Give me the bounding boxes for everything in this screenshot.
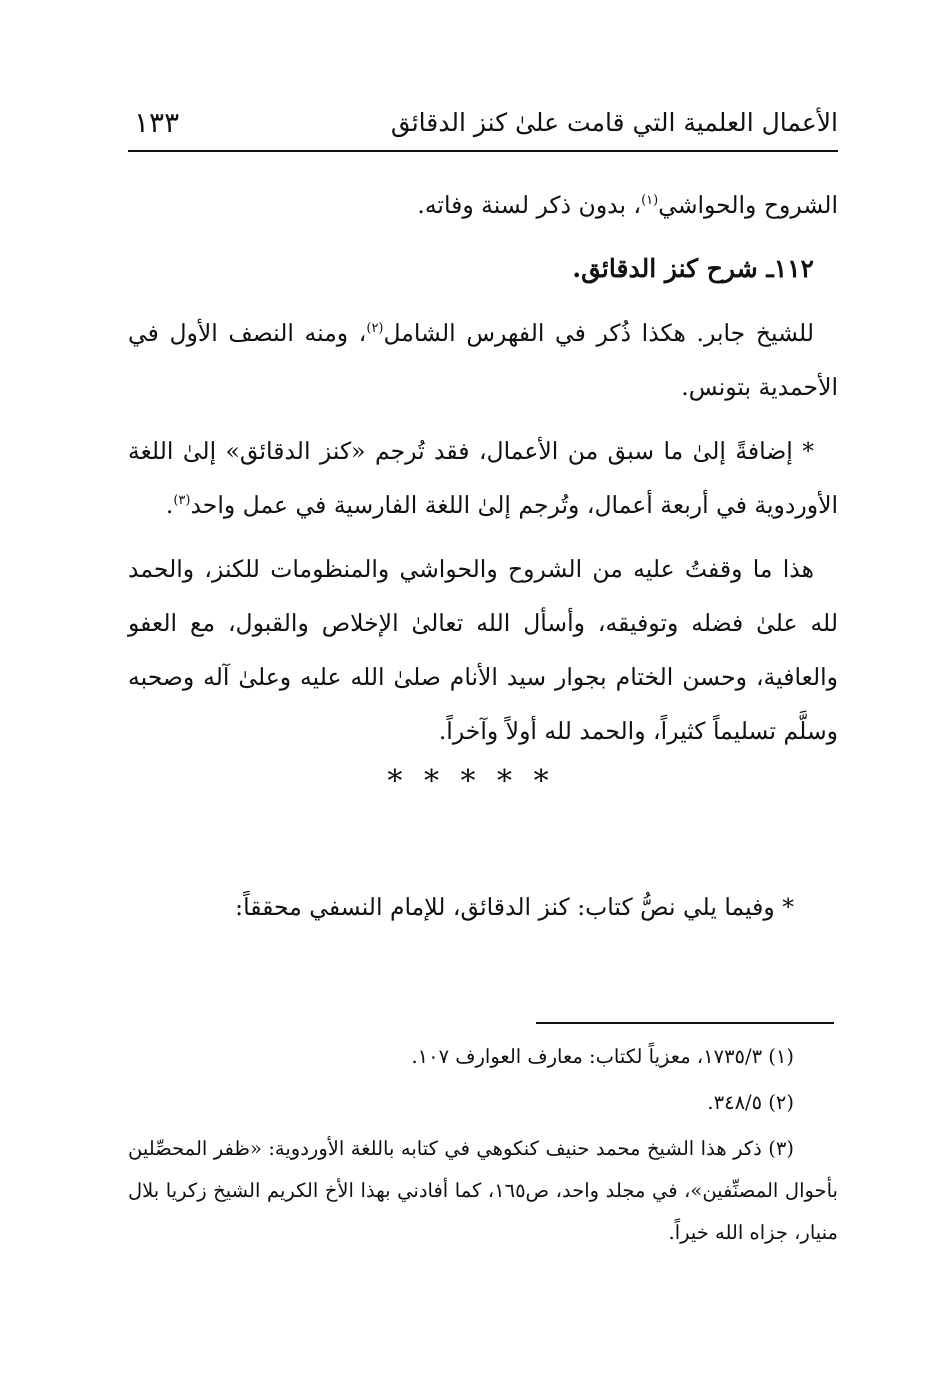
running-header	[128, 102, 838, 152]
paragraph-4: هذا ما وقفتُ عليه من الشروح والحواشي والمنظومات للكنز، والحمد لله علىٰ فضله وتوفيقه، وأسأل الله تعالىٰ الإخلاص والقبول، مع العفو والعافية، وحسن الختام بجوار سيد الأنام صلىٰ الله عليه وعلىٰ آله وصحبه وسلَّم تسليماً كثيراً، والحمد لله أولاً وآخراً.	[128, 555, 838, 745]
paragraph-3	[128, 424, 838, 532]
footnote-divider	[536, 1022, 834, 1024]
footnotes	[128, 1036, 838, 1258]
footnote-ref-2: (٢)	[366, 321, 384, 337]
paragraph-1-tail: ، بدون ذكر لسنة وفاته.	[417, 191, 642, 219]
entry-heading: ١١٢ـ شرح كنز الدقائق.	[572, 254, 814, 283]
footnote-2: (٢) ٣٤٨/٥.	[707, 1091, 794, 1114]
footnote-ref-1: (١)	[641, 193, 659, 209]
footnote-ref-3: (٣)	[173, 493, 191, 509]
main-text	[128, 178, 838, 768]
paragraph-2-text: للشيخ جابر. هكذا ذُكر في الفهرس الشامل	[383, 319, 814, 347]
closing-note: * وفيما يلي نصُّ كتاب: كنز الدقائق، للإمام النسفي محققاً:	[235, 893, 794, 921]
section-separator: * * * * *	[387, 764, 555, 799]
header-title: الأعمال العلمية التي قامت علىٰ كنز الدقائق	[390, 108, 838, 137]
paragraph-1	[128, 178, 838, 232]
paragraph-2	[128, 306, 838, 414]
paragraph-1-text: الشروح والحواشي	[658, 191, 838, 219]
footnote-1: (١) ١٧٣٥/٣، معزياً لكتاب: معارف العوارف ١٠٧.	[411, 1045, 794, 1068]
paragraph-3-tail: .	[165, 491, 174, 519]
page-number: ١٣٣	[134, 106, 180, 139]
paragraph-2-tail: ، ومنه النصف الأول في الأحمدية بتونس.	[128, 319, 838, 401]
footnote-3: (٣) ذكر هذا الشيخ محمد حنيف كنكوهي في كتابه باللغة الأوردوية: «ظفر المحصِّلين بأحوال المصنِّفين»، في مجلد واحد، ص١٦٥، كما أفادني بهذا الأخ الكريم الشيخ زكريا بلال منيار، جزاه الله خيراً.	[128, 1137, 838, 1244]
paragraph-3-text: * إضافةً إلىٰ ما سبق من الأعمال، فقد تُرجم «كنز الدقائق» إلىٰ اللغة الأوردوية في أربعة أعمال، وتُرجم إلىٰ اللغة الفارسية في عمل واحد	[128, 437, 838, 519]
